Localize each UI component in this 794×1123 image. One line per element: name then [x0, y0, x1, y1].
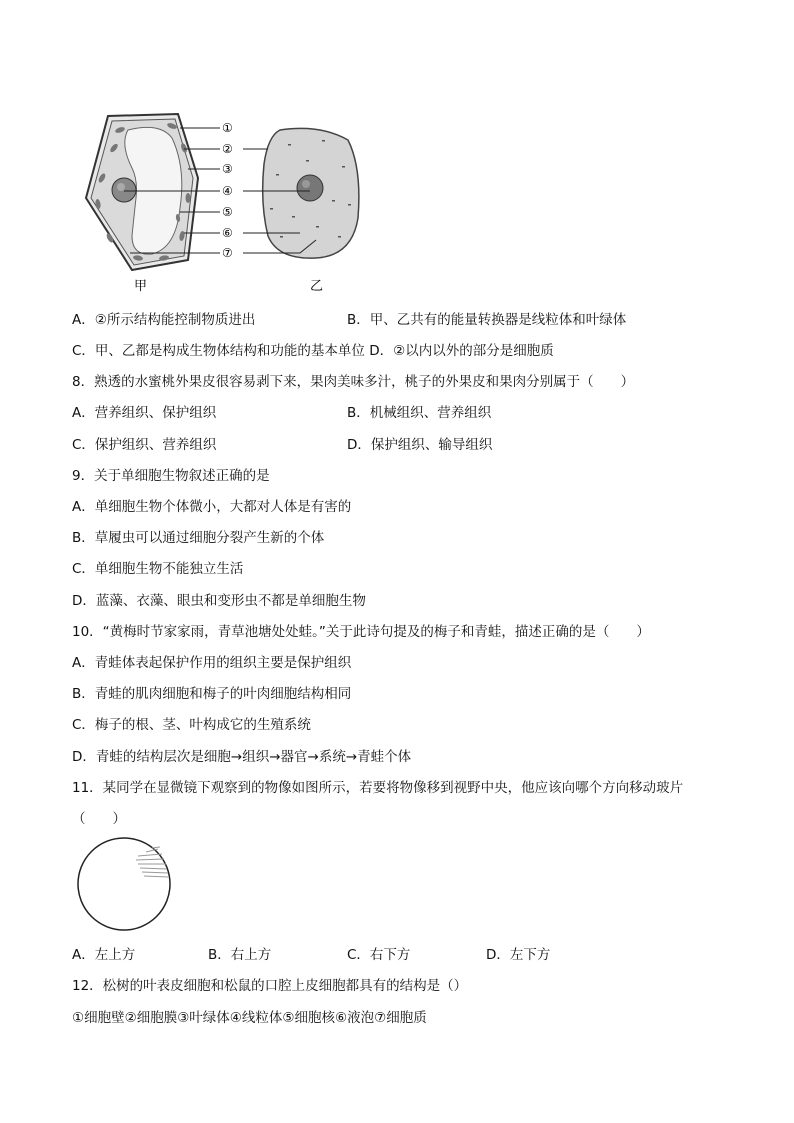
- q11-option-b: B．右上方: [208, 947, 272, 963]
- q11-option-a: A．左上方: [72, 947, 136, 963]
- q10-option-d: D．青蛙的结构层次是细胞→组织→器官→系统→青蛙个体: [72, 749, 412, 765]
- q8-option-c: C．保护组织、营养组织: [72, 437, 217, 453]
- callout-2: ②: [222, 142, 233, 156]
- callout-4: ④: [222, 184, 233, 198]
- q10-option-a: A．青蛙体表起保护作用的组织主要是保护组织: [72, 655, 352, 671]
- q7-option-a: A．②所示结构能控制物质进出: [72, 312, 256, 328]
- q10-option-c: C．梅子的根、茎、叶构成它的生殖系统: [72, 717, 311, 733]
- q12-stem: 12．松树的叶表皮细胞和松鼠的口腔上皮细胞都具有的结构是（）: [72, 978, 468, 994]
- q9-option-a: A．单细胞生物个体微小，大都对人体是有害的: [72, 499, 352, 515]
- q10-option-b: B．青蛙的肌肉细胞和梅子的叶肉细胞结构相同: [72, 686, 352, 702]
- callout-1: ①: [222, 121, 233, 135]
- q12-options-line: ①细胞壁②细胞膜③叶绿体④线粒体⑤细胞核⑥液泡⑦细胞质: [72, 1010, 427, 1026]
- callout-5: ⑤: [222, 205, 233, 219]
- label-yi: 乙: [310, 279, 324, 294]
- q8-option-a: A．营养组织、保护组织: [72, 405, 217, 421]
- q9-option-c: C．单细胞生物不能独立生活: [72, 561, 244, 577]
- q8-option-b: B．机械组织、营养组织: [347, 405, 492, 421]
- q7-option-b: B．甲、乙共有的能量转换器是线粒体和叶绿体: [347, 312, 627, 328]
- microscope-field: [72, 836, 182, 936]
- callout-3: ③: [222, 162, 233, 176]
- plant-nucleus: [112, 178, 136, 202]
- label-jia: 甲: [134, 279, 148, 294]
- animal-nucleus: [297, 175, 323, 201]
- q9-option-d: D．蓝藻、衣藻、眼虫和变形虫不都是单细胞生物: [72, 593, 366, 609]
- callout-6: ⑥: [222, 226, 233, 240]
- q8-option-d: D．保护组织、输导组织: [347, 437, 493, 453]
- q11-option-c: C．右下方: [347, 947, 411, 963]
- q11-stem-cont: （ ）: [72, 811, 126, 827]
- callout-7: ⑦: [222, 246, 233, 260]
- q10-stem: 10．“黄梅时节家家雨，青草池塘处处蛙。”关于此诗句提及的梅子和青蛙，描述正确的是（ ）: [72, 624, 650, 640]
- field-of-view-circle: [78, 838, 170, 930]
- q8-stem: 8．熟透的水蜜桃外果皮很容易剥下来，果肉美味多汁，桃子的外果皮和果肉分别属于（ ）: [72, 374, 635, 390]
- q9-stem: 9．关于单细胞生物叙述正确的是: [72, 468, 270, 484]
- q11-stem: 11．某同学在显微镜下观察到的物像如图所示，若要将物像移到视野中央，他应该向哪个方向移动玻片: [72, 780, 684, 796]
- q11-option-d: D．左下方: [486, 947, 551, 963]
- q9-option-b: B．草履虫可以通过细胞分裂产生新的个体: [72, 530, 325, 546]
- cell-diagram: [80, 108, 370, 298]
- q7-option-c-d: C．甲、乙都是构成生物体结构和功能的基本单位 D．②以内以外的部分是细胞质: [72, 343, 554, 359]
